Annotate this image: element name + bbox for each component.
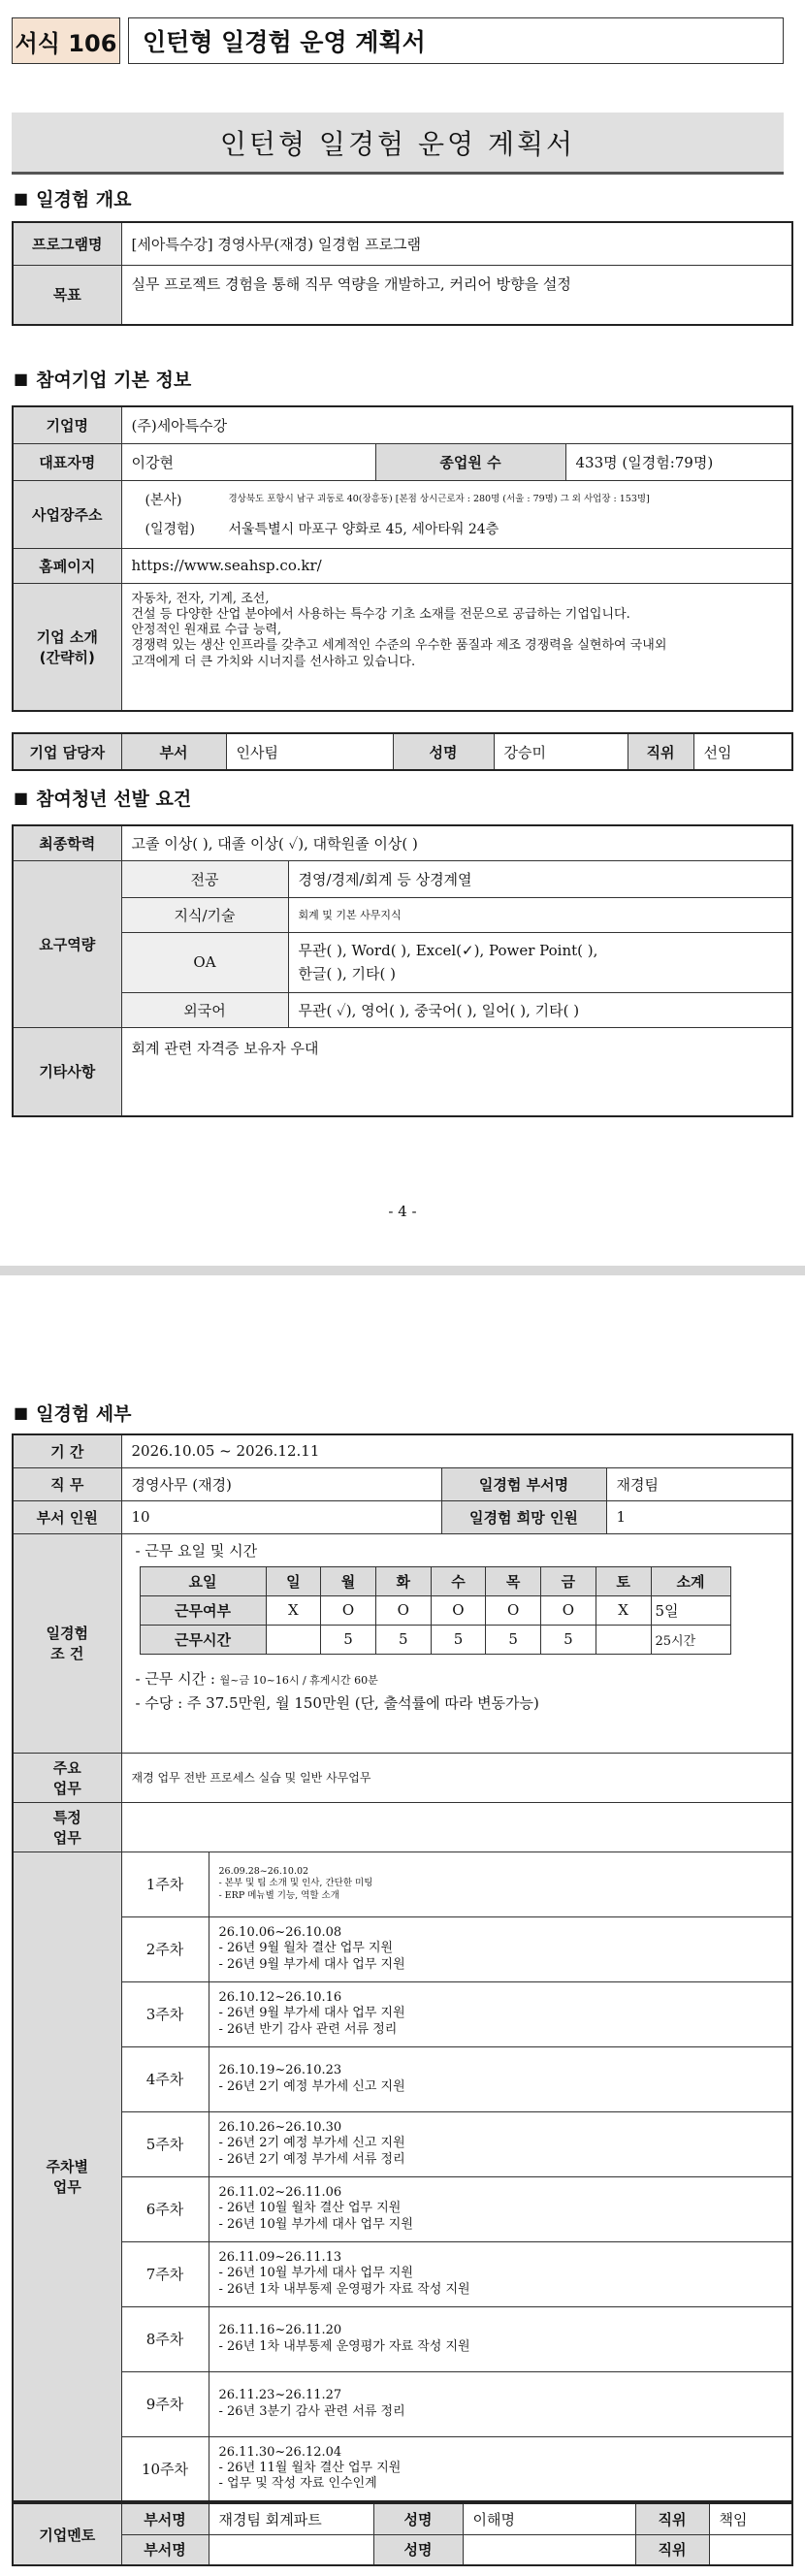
form-header — [12, 17, 784, 64]
schedule-cell: 5 — [541, 1625, 596, 1654]
week-label: 5주차 — [121, 2111, 209, 2176]
program-label: 프로그램명 — [13, 222, 121, 265]
week-label: 2주차 — [121, 1916, 209, 1981]
work-hours-value: 월~금 10~16시 / 휴게시간 60분 — [219, 1673, 378, 1687]
week-task-line: - 26년 9월 월차 결산 업무 지원 — [218, 1941, 394, 1956]
week-task-line: - 업무 및 작성 자료 인수인계 — [218, 2476, 377, 2492]
etc-label: 기타사항 — [13, 1027, 121, 1116]
job-label: 직 무 — [13, 1467, 121, 1500]
intro-label-line2: (간략히) — [39, 648, 95, 666]
special-task-label — [13, 1802, 121, 1852]
schedule-cell: 5 — [431, 1625, 486, 1654]
schedule-header: 월 — [321, 1566, 376, 1595]
mentor-name-label: 성명 — [373, 2503, 463, 2534]
week-task-line: - 26년 10월 부가세 대사 업무 지원 — [218, 2216, 413, 2232]
conditions-label-line2: 조 건 — [50, 1645, 84, 1662]
week-task-line: 26.10.06~26.10.08 — [218, 1925, 342, 1941]
intro-line: 건설 등 다양한 산업 분야에서 사용하는 특수강 기초 소재를 전문으로 공급하는 기업입니다. — [131, 606, 630, 622]
square-bullet-icon: ■ — [14, 1402, 29, 1422]
week-task-line: - 26년 반기 감사 관련 서류 정리 — [218, 2021, 398, 2037]
main-task-label — [13, 1753, 121, 1802]
intro-line: 자동차, 전자, 기계, 조선, — [131, 591, 270, 606]
week-task-line: 26.10.12~26.10.16 — [218, 1990, 342, 2006]
page-break — [0, 1266, 805, 1392]
skill-value: 회계 및 기본 사무지식 — [288, 897, 792, 932]
conditions-cell — [121, 1533, 792, 1753]
oa-value — [288, 932, 792, 992]
overview-heading — [14, 184, 132, 211]
selection-table — [12, 824, 793, 1117]
contact-name-label: 성명 — [393, 733, 494, 770]
schedule-header: 금 — [541, 1566, 596, 1595]
weekly-task-label — [13, 1852, 121, 2501]
mentor-name-value: 이해명 — [463, 2503, 635, 2534]
major-value: 경영/경제/회계 등 상경계열 — [288, 860, 792, 897]
schedule-header: 화 — [375, 1566, 431, 1595]
contact-dept-label: 부서 — [121, 733, 226, 770]
schedule-header: 토 — [596, 1566, 651, 1595]
schedule-header: 수 — [431, 1566, 486, 1595]
overview-table — [12, 221, 793, 326]
work-dept-label: 일경험 부서명 — [441, 1467, 606, 1500]
week-tasks — [209, 2176, 792, 2241]
oa-label: OA — [121, 932, 288, 992]
intro-line: 경쟁력 있는 생산 인프라를 갖추고 세계적인 수준의 우수한 품질과 제조 경쟁력을 실현하여 국내외 — [131, 638, 667, 654]
square-bullet-icon: ■ — [14, 788, 29, 807]
schedule-title: - 근무 요일 및 시간 — [135, 1541, 258, 1560]
page-break-shade — [0, 1266, 805, 1275]
hq-address: 경상북도 포항시 남구 괴동로 40(장흥동) [본점 상시근로자 : 280명 (서울 : 79명) 그 외 사업장 : 153명] — [228, 493, 650, 504]
mentor-name-value — [463, 2534, 635, 2565]
required-competency-label: 요구역량 — [13, 860, 121, 1027]
site-address-value — [121, 480, 792, 548]
schedule-cell: 5 — [486, 1625, 541, 1654]
conditions-label-line1: 일경험 — [46, 1625, 88, 1642]
week-task-line: - 26년 10월 부가세 대사 업무 지원 — [218, 2266, 413, 2281]
week-task-line: - 26년 2기 예정 부가세 신고 지원 — [218, 2078, 405, 2094]
week-tasks — [209, 1916, 792, 1981]
company-table — [12, 405, 793, 712]
week-task-line: - 본부 및 팀 소개 및 인사, 간단한 미팅 — [218, 1878, 373, 1889]
oa-line1: 무관( ), Word( ), Excel(✓), Power Point( ), — [298, 942, 598, 959]
schedule-cell: 5 — [321, 1625, 376, 1654]
etc-value: 회계 관련 자격증 보유자 우대 — [121, 1027, 792, 1116]
week-task-line: - 26년 1차 내부통제 운영평가 자료 작성 지원 — [218, 2281, 470, 2297]
education-value: 고졸 이상( ), 대졸 이상( ✓), 대학원졸 이상( ) — [121, 825, 792, 860]
week-label: 6주차 — [121, 2176, 209, 2241]
week-tasks — [209, 1981, 792, 2046]
main-task-label-line1: 주요 — [52, 1758, 81, 1777]
week-tasks — [209, 2111, 792, 2176]
language-label: 외국어 — [121, 992, 288, 1027]
mentor-dept-label: 부서명 — [121, 2534, 209, 2565]
schedule-cell: O — [486, 1595, 541, 1625]
week-label: 4주차 — [121, 2046, 209, 2111]
week-task-line: - 26년 1차 내부통제 운영평가 자료 작성 지원 — [218, 2338, 470, 2354]
week-task-line: - 26년 9월 부가세 대사 업무 지원 — [218, 1956, 405, 1972]
week-label: 9주차 — [121, 2371, 209, 2436]
week-task-line: - ERP 메뉴별 기능, 역할 소개 — [218, 1889, 339, 1901]
schedule-subtotal: 5일 — [651, 1595, 730, 1625]
period-label: 기 간 — [13, 1434, 121, 1467]
homepage-link[interactable]: https://www.seahsp.co.kr/ — [121, 548, 792, 583]
site-address-label: 사업장주소 — [13, 480, 121, 548]
intro-text — [121, 583, 792, 711]
schedule-row-label: 근무시간 — [140, 1625, 266, 1654]
mentor-name-label: 성명 — [373, 2534, 463, 2565]
week-tasks — [209, 2306, 792, 2371]
page-number: - 4 - — [388, 1203, 417, 1220]
contact-dept-value: 인사팀 — [226, 733, 393, 770]
details-heading — [14, 1399, 132, 1426]
schedule-cell: O — [431, 1595, 486, 1625]
contact-position-value: 선임 — [693, 733, 792, 770]
form-title: 인턴형 일경험 운영 계획서 — [128, 17, 784, 64]
details-heading-text: 일경험 세부 — [36, 1402, 132, 1425]
week-task-line: - 26년 2기 예정 부가세 서류 정리 — [218, 2151, 405, 2167]
schedule-cell: 5 — [375, 1625, 431, 1654]
schedule-cell: O — [375, 1595, 431, 1625]
week-tasks — [209, 2241, 792, 2306]
schedule-cell: O — [541, 1595, 596, 1625]
employees-label: 종업원 수 — [375, 443, 565, 480]
hope-count-label: 일경험 희망 인원 — [441, 1500, 606, 1533]
week-task-line: 26.11.02~26.11.06 — [218, 2185, 342, 2201]
mentor-dept-value — [209, 2534, 373, 2565]
mentor-table — [12, 2502, 793, 2566]
week-label: 3주차 — [121, 1981, 209, 2046]
schedule-cell: X — [266, 1595, 321, 1625]
mentor-position-value: 책임 — [709, 2503, 792, 2534]
schedule-header: 일 — [266, 1566, 321, 1595]
week-tasks — [209, 2436, 792, 2501]
ceo-label: 대표자명 — [13, 443, 121, 480]
week-task-line: 26.11.23~26.11.27 — [218, 2388, 342, 2403]
schedule-subtotal: 25시간 — [651, 1625, 730, 1654]
schedule-table — [140, 1566, 731, 1655]
document-title: 인턴형 일경험 운영 계획서 — [12, 113, 784, 175]
week-tasks — [209, 2046, 792, 2111]
week-task-line: - 26년 9월 부가세 대사 업무 지원 — [218, 2006, 405, 2021]
weekly-label-line2: 업무 — [52, 2177, 81, 2196]
main-task-value: 재경 업무 전반 프로세스 실습 및 일반 사무업무 — [121, 1753, 792, 1802]
contact-table — [12, 732, 793, 771]
schedule-cell: O — [321, 1595, 376, 1625]
week-tasks — [209, 2371, 792, 2436]
week-label: 8주차 — [121, 2306, 209, 2371]
oa-line2: 한글( ), 기타( ) — [298, 965, 396, 982]
employees-value: 433명 (일경험:79명) — [565, 443, 792, 480]
contact-position-label: 직위 — [628, 733, 693, 770]
week-tasks — [209, 1852, 792, 1916]
week-task-line: 26.11.30~26.12.04 — [218, 2444, 342, 2460]
week-label: 7주차 — [121, 2241, 209, 2306]
schedule-header: 소계 — [651, 1566, 730, 1595]
week-label: 10주차 — [121, 2436, 209, 2501]
square-bullet-icon: ■ — [14, 369, 29, 388]
week-task-line: 26.11.16~26.11.20 — [218, 2323, 342, 2338]
homepage-label: 홈페이지 — [13, 548, 121, 583]
schedule-header: 요일 — [140, 1566, 266, 1595]
mentor-position-label: 직위 — [635, 2534, 709, 2565]
staff-value: 10 — [121, 1500, 441, 1533]
company-name-value: (주)세아특수강 — [121, 406, 792, 443]
company-heading-text: 참여기업 기본 정보 — [36, 369, 192, 391]
program-value: [세아특수강] 경영사무(재경) 일경험 프로그램 — [121, 222, 792, 265]
intro-line: 고객에게 더 큰 가치와 시너지를 선사하고 있습니다. — [131, 654, 416, 669]
special-task-value — [121, 1802, 792, 1852]
week-task-line: - 26년 11월 월차 결산 업무 지원 — [218, 2461, 402, 2476]
week-task-line: - 26년 2기 예정 부가세 신고 지원 — [218, 2136, 405, 2151]
mentor-dept-label: 부서명 — [121, 2503, 209, 2534]
skill-label: 지식/기술 — [121, 897, 288, 932]
square-bullet-icon: ■ — [14, 188, 29, 208]
schedule-cell — [266, 1625, 321, 1654]
mentor-label: 기업멘토 — [13, 2503, 121, 2565]
work-site-label: (일경험) — [145, 522, 195, 537]
main-task-label-line2: 업무 — [52, 1779, 81, 1797]
week-task-line: 26.10.19~26.10.23 — [218, 2063, 342, 2078]
form-number: 서식 106 — [12, 17, 120, 64]
intro-label-line1: 기업 소개 — [36, 628, 98, 646]
week-task-line: - 26년 3분기 감사 관련 서류 정리 — [218, 2403, 405, 2419]
goal-value: 실무 프로젝트 경험을 통해 직무 역량을 개발하고, 커리어 방향을 설정 — [121, 265, 792, 325]
company-heading — [14, 365, 191, 392]
job-value: 경영사무 (재경) — [121, 1467, 441, 1500]
week-task-line: 26.10.26~26.10.30 — [218, 2120, 342, 2136]
period-value: 2026.10.05 ~ 2026.12.11 — [121, 1434, 792, 1467]
contact-name-value: 강승미 — [494, 733, 628, 770]
intro-label — [13, 583, 121, 711]
special-task-label-line2: 업무 — [52, 1828, 81, 1847]
week-label: 1주차 — [121, 1852, 209, 1916]
major-label: 전공 — [121, 860, 288, 897]
hope-count-value: 1 — [606, 1500, 792, 1533]
weekly-label-line1: 주차별 — [46, 2157, 88, 2175]
mentor-position-label: 직위 — [635, 2503, 709, 2534]
contact-label: 기업 담당자 — [13, 733, 121, 770]
mentor-dept-value: 재경팀 회계파트 — [209, 2503, 373, 2534]
company-name-label: 기업명 — [13, 406, 121, 443]
work-hours-label: - 근무 시간 : — [135, 1669, 215, 1688]
special-task-label-line1: 특정 — [52, 1808, 81, 1826]
goal-label: 목표 — [13, 265, 121, 325]
week-task-line: - 26년 10월 월차 결산 업무 지원 — [218, 2201, 402, 2216]
intro-line: 안정적인 원재료 수급 능력, — [131, 623, 282, 637]
schedule-row-label: 근무여부 — [140, 1595, 266, 1625]
selection-heading-text: 참여청년 선발 요건 — [36, 788, 192, 810]
staff-label: 부서 인원 — [13, 1500, 121, 1533]
hq-label: (본사) — [145, 493, 182, 508]
mentor-position-value — [709, 2534, 792, 2565]
work-site-address: 서울특별시 마포구 양화로 45, 세아타워 24층 — [228, 522, 499, 537]
schedule-cell: X — [596, 1595, 651, 1625]
pay-line: - 수당 : 주 37.5만원, 월 150만원 (단, 출석률에 따라 변동가능) — [135, 1693, 539, 1712]
overview-heading-text: 일경험 개요 — [36, 188, 132, 210]
language-value: 무관( ✓), 영어( ), 중국어( ), 일어( ), 기타( ) — [288, 992, 792, 1027]
selection-heading — [14, 784, 191, 811]
schedule-header: 목 — [486, 1566, 541, 1595]
week-task-line: 26.11.09~26.11.13 — [218, 2250, 342, 2266]
week-task-line: 26.09.28~26.10.02 — [218, 1865, 309, 1877]
work-hours-line — [130, 1668, 785, 1689]
schedule-cell — [596, 1625, 651, 1654]
work-dept-value: 재경팀 — [606, 1467, 792, 1500]
education-label: 최종학력 — [13, 825, 121, 860]
ceo-value: 이강현 — [121, 443, 375, 480]
conditions-label — [13, 1533, 121, 1753]
details-table — [12, 1433, 793, 2502]
